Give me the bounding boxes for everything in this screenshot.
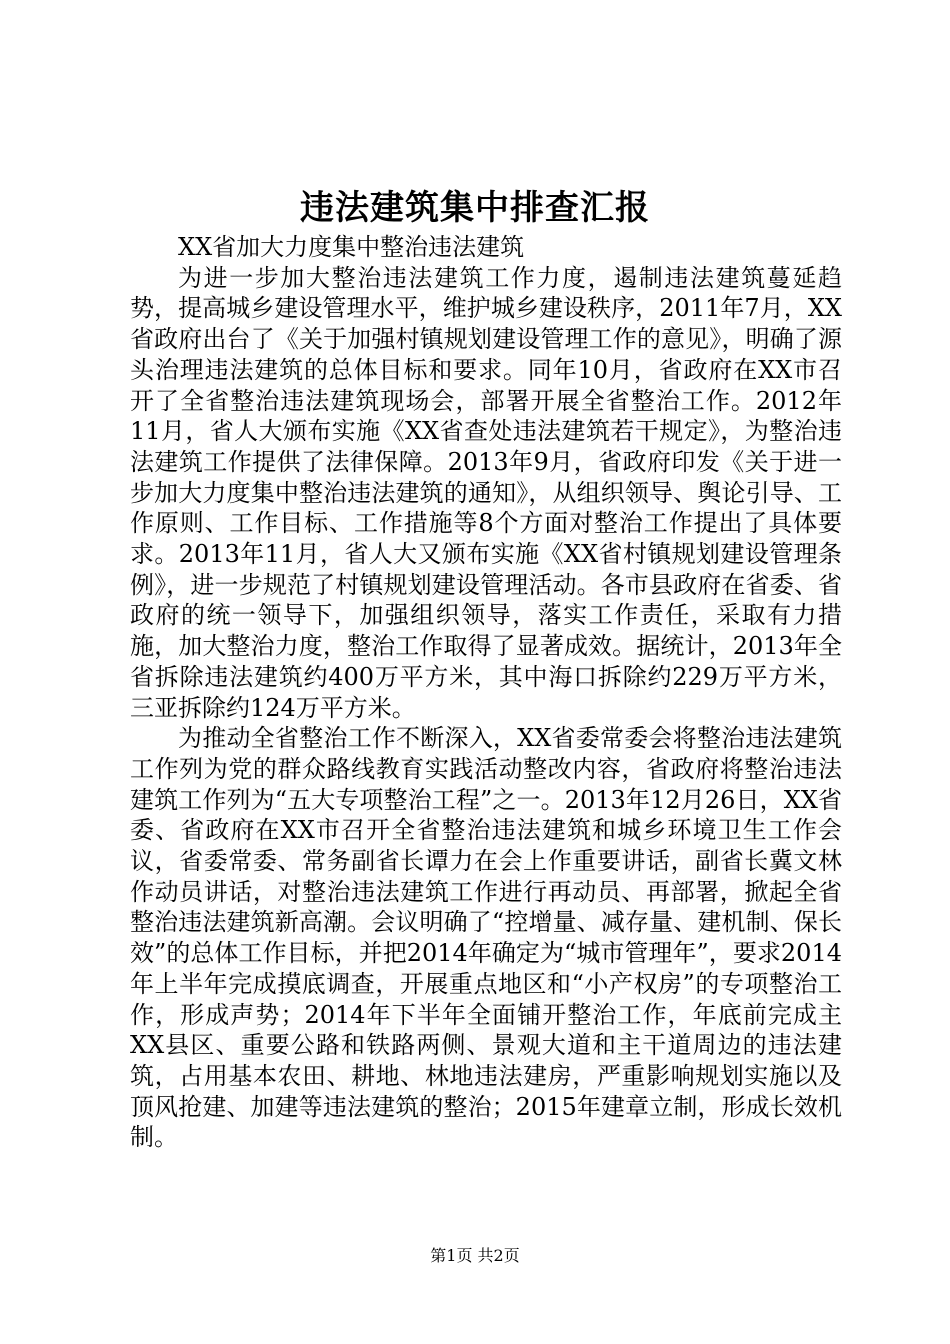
document-subtitle: XX省加大力度集中整治违法建筑 [178,233,525,261]
paragraph: 为进一步加大整治违法建筑工作力度，遏制违法建筑蔓延趋势，提高城乡建设管理水平，维护城乡建设秩序，2011年7月，XX省政府出台了《关于加强村镇规划建设管理工作的意见》，明确了源头治理违法建筑的总体目标和要求。同年10月，省政府在XX市召开了全省整治违法建筑现场会，部署开展全省整治工作。2012年11月，省人大颁布实施《XX省查处违法建筑若干规定》，为整治违法建筑工作提供了法律保障。2013年9月，省政府印发《关于进一步加大力度集中整治违法建筑的通知》，从组织领导、舆论引导、工作原则、工作目标、工作措施等8个方面对整治工作提出了具体要求。2013年11月，省人大又颁布实施《XX省村镇规划建设管理条例》，进一步规范了村镇规划建设管理活动。各市县政府在省委、省政府的统一领导下，加强组织领导，落实工作责任，采取有力措施，加大整治力度，整治工作取得了显著成效。据统计，2013年全省拆除违法建筑约400万平方米，其中海口拆除约229万平方米，三亚拆除约124万平方米。 [130,263,842,722]
page-title: 违法建筑集中排查汇报 [300,188,650,228]
page-footer: 第1页 共2页 [430,1246,520,1265]
document-body [130,232,842,1153]
paragraph: 为推动全省整治工作不断深入，XX省委常委会将整治违法建筑工作列为党的群众路线教育实践活动整改内容，省政府将整治违法建筑工作列为“五大专项整治工程”之一。2013年12月26日，XX省委、省政府在XX市召开全省整治违法建筑和城乡环境卫生工作会议，省委常委、常务副省长谭力在会上作重要讲话，副省长冀文林作动员讲话，对整治违法建筑工作进行再动员、再部署，掀起全省整治违法建筑新高潮。会议明确了“控增量、减存量、建机制、保长效”的总体工作目标，并把2014年确定为“城市管理年”，要求2014年上半年完成摸底调查，开展重点地区和“小产权房”的专项整治工作，形成声势；2014年下半年全面铺开整治工作，年底前完成主XX县区、重要公路和铁路两侧、景观大道和主干道周边的违法建筑，占用基本农田、耕地、林地违法建房，严重影响规划实施以及顶风抢建、加建等违法建筑的整治；2015年建章立制，形成长效机制。 [130,724,842,1152]
